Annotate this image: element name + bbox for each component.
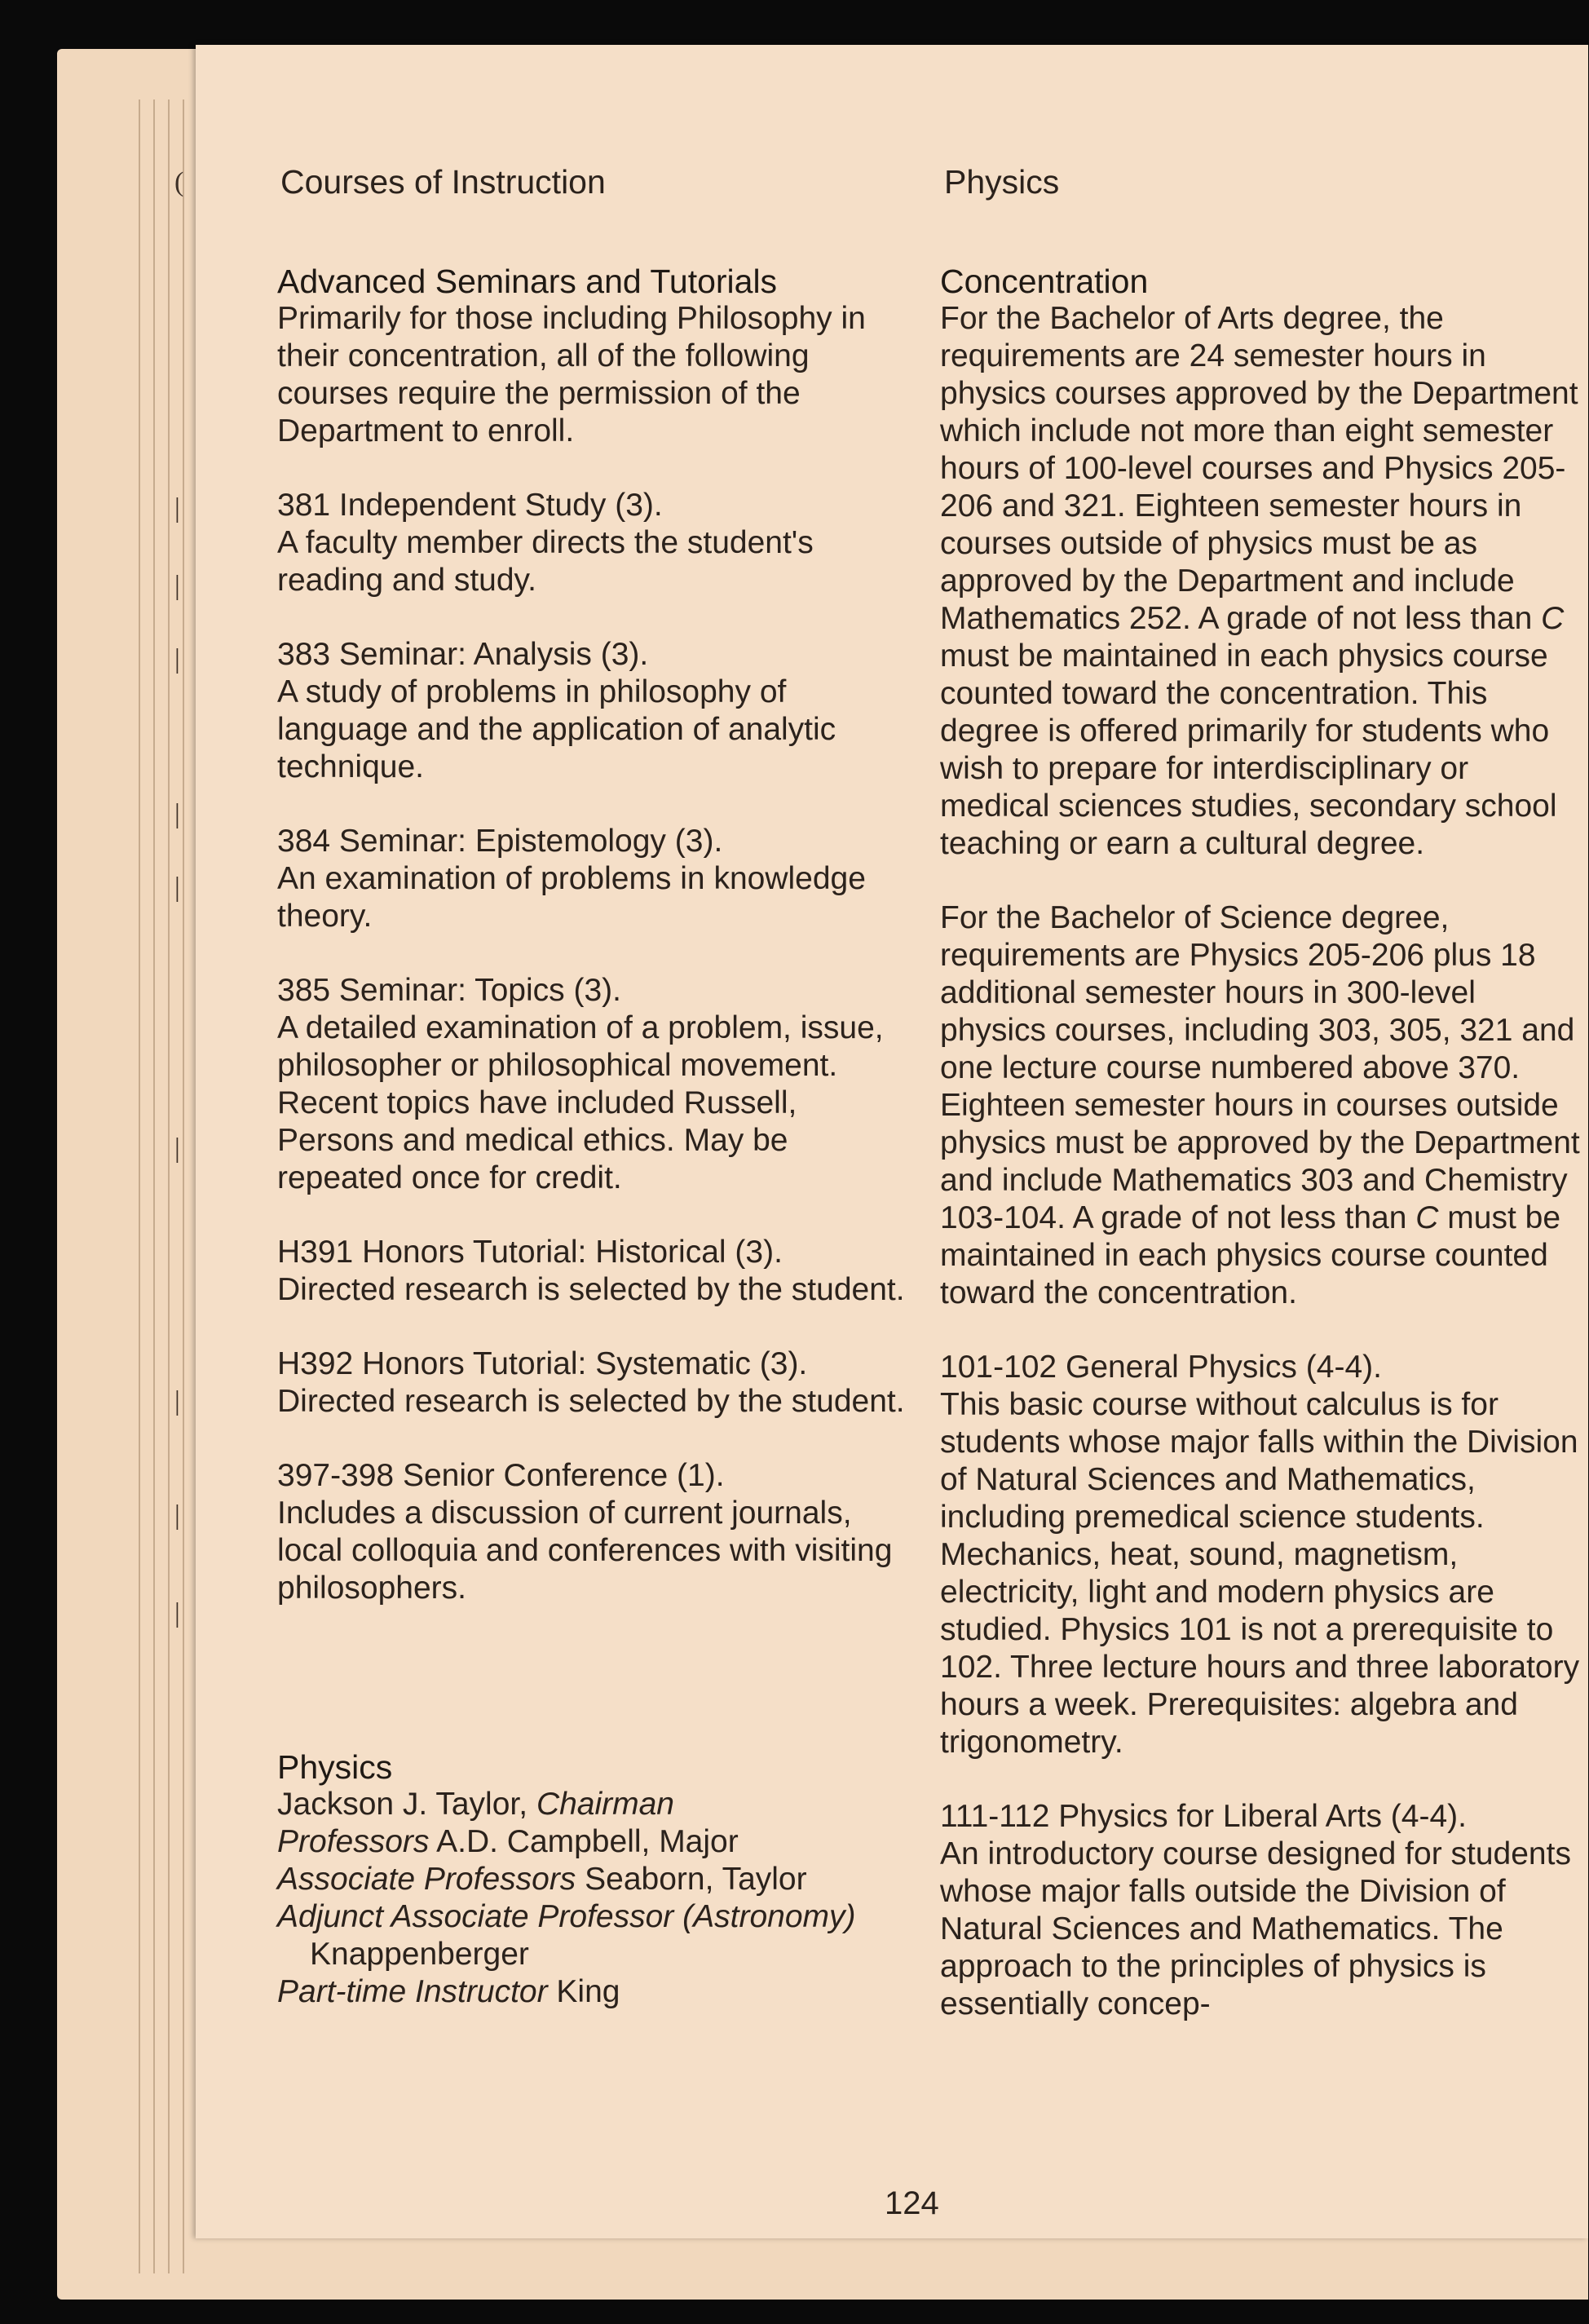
course-title: Seminar: Analysis xyxy=(338,637,592,672)
course-credits: (3). xyxy=(600,637,649,672)
course-title: Seminar: Topics xyxy=(338,973,565,1008)
course-number: 381 xyxy=(277,488,331,523)
course-entry xyxy=(277,487,921,599)
margin-tick: | xyxy=(174,493,180,524)
course-description: A study of problems in philosophy of language and the application of analytic technique. xyxy=(277,674,836,784)
course-number: 384 xyxy=(277,824,331,859)
course-entry xyxy=(277,1345,921,1420)
course-entry xyxy=(277,1234,921,1309)
course-credits: (4-4). xyxy=(1305,1350,1382,1385)
course-number: H392 xyxy=(277,1346,354,1381)
professors-label: Professors xyxy=(277,1824,430,1859)
course-number: 111-112 xyxy=(940,1799,1050,1834)
page-edge xyxy=(183,99,196,2273)
course-entry xyxy=(940,1798,1584,2023)
margin-tick: | xyxy=(174,1133,180,1164)
left-column xyxy=(277,263,921,2011)
chair-name: Jackson J. Taylor, xyxy=(277,1787,528,1822)
course-title: Physics for Liberal Arts xyxy=(1058,1799,1382,1834)
adjunct-name: Knappenberger xyxy=(310,1937,529,1972)
bs-grade: C xyxy=(1415,1200,1439,1235)
course-description: Includes a discussion of current journals, local colloquia and conferences with visiting philosophers. xyxy=(277,1496,893,1606)
course-entry xyxy=(277,636,921,786)
margin-tick: | xyxy=(174,873,180,903)
course-title: Independent Study xyxy=(338,488,607,523)
faculty-listing xyxy=(277,1748,921,2011)
professors-names: A.D. Campbell, Major xyxy=(436,1824,739,1859)
section-intro: Primarily for those including Philosophy in their concentration, all of the following courses require the permission of the Department to enroll. xyxy=(277,301,866,448)
course-description: Directed research is selected by the student. xyxy=(277,1384,905,1419)
adjunct-label: Adjunct Associate Professor (Astronomy) xyxy=(277,1899,856,1934)
course-title: Seminar: Epistemology xyxy=(338,824,666,859)
section-heading: Advanced Seminars and Tutorials xyxy=(277,263,778,300)
course-number: 397-398 xyxy=(277,1458,395,1493)
margin-tick: ( xyxy=(174,167,184,197)
page-edge xyxy=(153,99,166,2273)
margin-tick: | xyxy=(174,1386,180,1416)
bs-text: For the Bachelor of Science degree, requirements are Physics 205-206 plus 18 additional semester hours in 300-level physics courses, including 303, 305, 321 and one lecture course numbered above 370. Eighteen semester hours in courses outside physics must be approved by the Department and include Mathematics 303 and Chemistry 103-104. A grade of not less than xyxy=(940,900,1580,1235)
bs-requirements xyxy=(940,899,1584,1312)
parttime-name: King xyxy=(556,1974,620,2009)
running-head-left: Courses of Instruction xyxy=(280,163,606,201)
page-number: 124 xyxy=(885,2185,939,2221)
course-credits: (1). xyxy=(677,1458,725,1493)
course-credits: (3). xyxy=(674,824,723,859)
course-credits: (4-4). xyxy=(1390,1799,1467,1834)
course-title: Senior Conference xyxy=(402,1458,669,1493)
course-credits: (3). xyxy=(759,1346,808,1381)
associate-names: Seaborn, Taylor xyxy=(585,1862,807,1897)
right-column xyxy=(940,263,1584,2060)
ba-requirements xyxy=(940,300,1584,863)
course-description: A detailed examination of a problem, issue, philosopher or philosophical movement. Recent topics have included Russell, Persons and medical ethics. May be repeated once for credit. xyxy=(277,1010,884,1195)
course-number: 101-102 xyxy=(940,1350,1057,1385)
course-description: Directed research is selected by the student. xyxy=(277,1272,905,1307)
course-entry xyxy=(277,1457,921,1607)
course-credits: (3). xyxy=(615,488,663,523)
course-description: This basic course without calculus is for students whose major falls within the Division of Natural Sciences and Mathematics, including premedical science students. Mechanics, heat, sound, magnetism, electricity, light and modern physics are studied. Physics 101 is not a prerequisite to 102. Three lecture hours and three laboratory hours a week. Prerequisites: algebra and trigonometry. xyxy=(940,1387,1580,1760)
course-credits: (3). xyxy=(735,1235,783,1270)
course-title: Honors Tutorial: Historical xyxy=(362,1235,726,1270)
course-number: H391 xyxy=(277,1235,354,1270)
margin-tick: | xyxy=(174,1500,180,1531)
page-edge xyxy=(139,99,152,2273)
faculty-heading: Physics xyxy=(277,1748,393,1786)
section-heading: Concentration xyxy=(940,263,1149,300)
ba-text-cont: must be maintained in each physics course counted toward the concentration. This degree is offered primarily for students who wish to prepare for interdisciplinary or medical sciences studies, secondary school teaching or earn a cultural degree. xyxy=(940,638,1557,861)
page-edge xyxy=(168,99,184,2273)
ba-text: For the Bachelor of Arts degree, the requirements are 24 semester hours in physics courses approved by the Department which include not more than eight semester hours of 100-level courses and Physics 205-206 and 321. Eighteen semester hours in courses outside of physics must be as approved by the Department and include Mathematics 252. A grade of not less than xyxy=(940,301,1578,636)
course-title: Honors Tutorial: Systematic xyxy=(362,1346,751,1381)
course-entry xyxy=(277,823,921,935)
parttime-label: Part-time Instructor xyxy=(277,1974,548,2009)
course-title: General Physics xyxy=(1065,1350,1297,1385)
running-head-right: Physics xyxy=(944,163,1060,201)
course-entry xyxy=(940,1349,1584,1761)
associate-label: Associate Professors xyxy=(277,1862,576,1897)
margin-tick: | xyxy=(174,644,180,674)
course-description: An introductory course designed for students whose major falls outside the Division of Natural Sciences and Mathematics. The approach to the principles of physics is essentially concep- xyxy=(940,1836,1571,2021)
margin-tick: | xyxy=(174,799,180,829)
course-description: A faculty member directs the student's reading and study. xyxy=(277,525,814,598)
bs-text-cont: must be maintained in each physics course counted toward the concentration. xyxy=(940,1200,1561,1310)
course-number: 385 xyxy=(277,973,331,1008)
course-number: 383 xyxy=(277,637,331,672)
course-description: An examination of problems in knowledge theory. xyxy=(277,861,866,934)
course-credits: (3). xyxy=(573,973,621,1008)
chair-title: Chairman xyxy=(536,1787,675,1822)
margin-tick: | xyxy=(174,571,180,601)
ba-grade: C xyxy=(1541,601,1565,636)
course-entry xyxy=(277,972,921,1197)
margin-tick: | xyxy=(174,1598,180,1628)
